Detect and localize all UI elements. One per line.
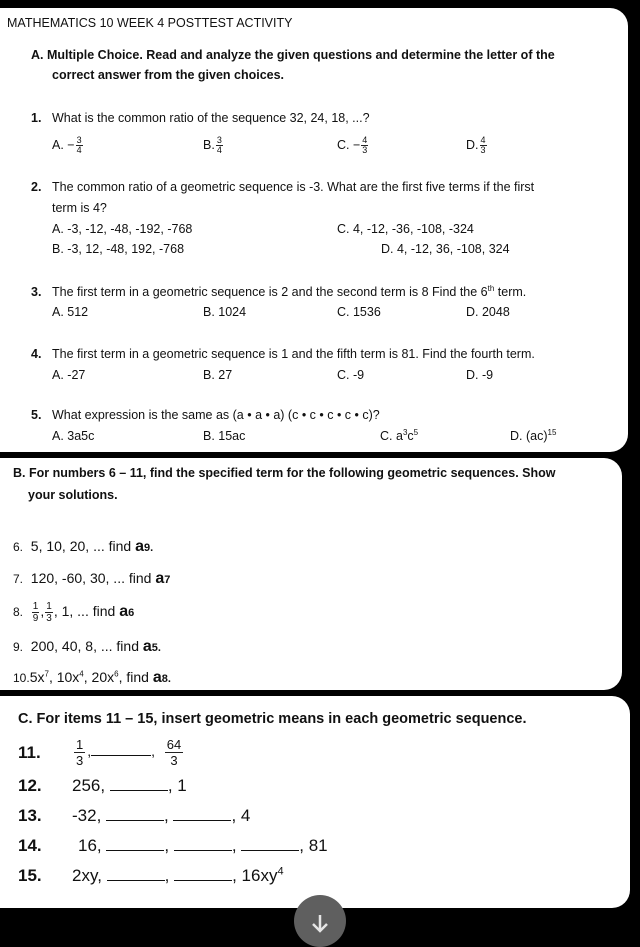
q2-text: The common ratio of a geometric sequence is -3. What are the first five terms if the first <box>52 180 535 194</box>
q4-choice-d: D. -9 <box>466 368 494 382</box>
q3-number: 3. <box>31 285 42 299</box>
b-item-6: 6. 5, 10, 20, ... find a9. <box>13 538 154 555</box>
part-a-heading-2: correct answer from the given choices. <box>52 68 285 82</box>
q2-choice-a: A. -3, -12, -48, -192, -768 <box>52 222 193 236</box>
q2-choice-d: D. 4, -12, 36, -108, 324 <box>381 242 510 256</box>
q2-number: 2. <box>31 180 42 194</box>
q3-choice-c: C. 1536 <box>337 305 381 319</box>
q1-choice-b: B. $\frac{3}{4}$ <box>203 135 222 155</box>
q1-choice-d: D. $\frac{4}{3}$ <box>466 135 486 155</box>
b-item-8: 8. $\frac{1}{9}$ , $\frac{1}{3}$ , 1, ... find a6 <box>13 600 135 624</box>
part-b-heading: B. For numbers 6 – 11, find the specified term for the following geometric sequences. Show <box>13 466 556 480</box>
q2-choice-c: C. 4, -12, -36, -108, -324 <box>337 222 474 236</box>
q5-choice-a: A. 3a5c <box>52 429 95 443</box>
q1-choice-c: C. − $\frac{4}{3}$ <box>337 135 368 155</box>
q5-number: 5. <box>31 408 42 422</box>
q1-text: What is the common ratio of the sequence 32, 24, 18, ...? <box>52 111 370 125</box>
q4-text: The first term in a geometric sequence is 1 and the fifth term is 81. Find the fourth term. <box>52 347 535 361</box>
scroll-down-button[interactable] <box>294 895 346 947</box>
q2-choice-b: B. -3, 12, -48, 192, -768 <box>52 242 185 256</box>
b-item-10: $10.5x^7$, $10x^4$, $20x^6$, find a8. <box>13 669 171 686</box>
part-b-heading-2: your solutions. <box>28 488 118 502</box>
c-item-15-number: 15. <box>18 866 42 885</box>
q4-choice-c: C. -9 <box>337 368 365 382</box>
q5-text: What expression is the same as (a • a • a) (c • c • c • c • c)? <box>52 408 380 422</box>
page-title: MATHEMATICS 10 WEEK 4 POSTTEST ACTIVITY <box>7 16 293 30</box>
q4-choice-b: B. 27 <box>203 368 233 382</box>
c-item-13: -32, , , 4 <box>72 806 251 825</box>
c-item-14: 16, , , , 81 <box>78 836 328 855</box>
q2-text-2: term is 4? <box>52 201 107 215</box>
c-item-12: 256, , 1 <box>72 776 187 795</box>
q5-choice-d: D. (ac)$^{15}$ <box>510 427 557 443</box>
q4-choice-a: A. -27 <box>52 368 86 382</box>
c-item-11-number: 11. <box>18 743 41 762</box>
q4-number: 4. <box>31 347 42 361</box>
down-arrow-icon <box>294 901 346 941</box>
q5-choice-b: B. 15ac <box>203 429 246 443</box>
c-item-14-number: 14. <box>18 836 42 855</box>
b-item-7: 7. 120, -60, 30, ... find a7 <box>13 570 171 587</box>
c-item-15: 2xy, , , $16xy^4$ <box>72 865 284 885</box>
q5-choice-c: C. $a^3c^5$ <box>380 427 419 443</box>
q1-choice-a: A. − $\frac{3}{4}$ <box>52 135 82 155</box>
part-c-heading: C. For items 11 – 15, insert geometric means in each geometric sequence. <box>18 711 527 727</box>
c-item-13-number: 13. <box>18 806 42 825</box>
part-a-heading: A. Multiple Choice. Read and analyze the given questions and determine the letter of the <box>31 48 555 62</box>
q3-choice-a: A. 512 <box>52 305 89 319</box>
q3-choice-d: D. 2048 <box>466 305 510 319</box>
c-item-11: $\frac{1}{3}$ , , $\frac{64}{3}$ <box>76 736 182 768</box>
q3-text: The first term in a geometric sequence is 2 and the second term is 8 Find the 6th term. <box>52 283 527 299</box>
q1-number: 1. <box>31 111 42 125</box>
q3-choice-b: B. 1024 <box>203 305 247 319</box>
c-item-12-number: 12. <box>18 776 42 795</box>
b-item-9: 9. 200, 40, 8, ... find a5. <box>13 638 161 655</box>
